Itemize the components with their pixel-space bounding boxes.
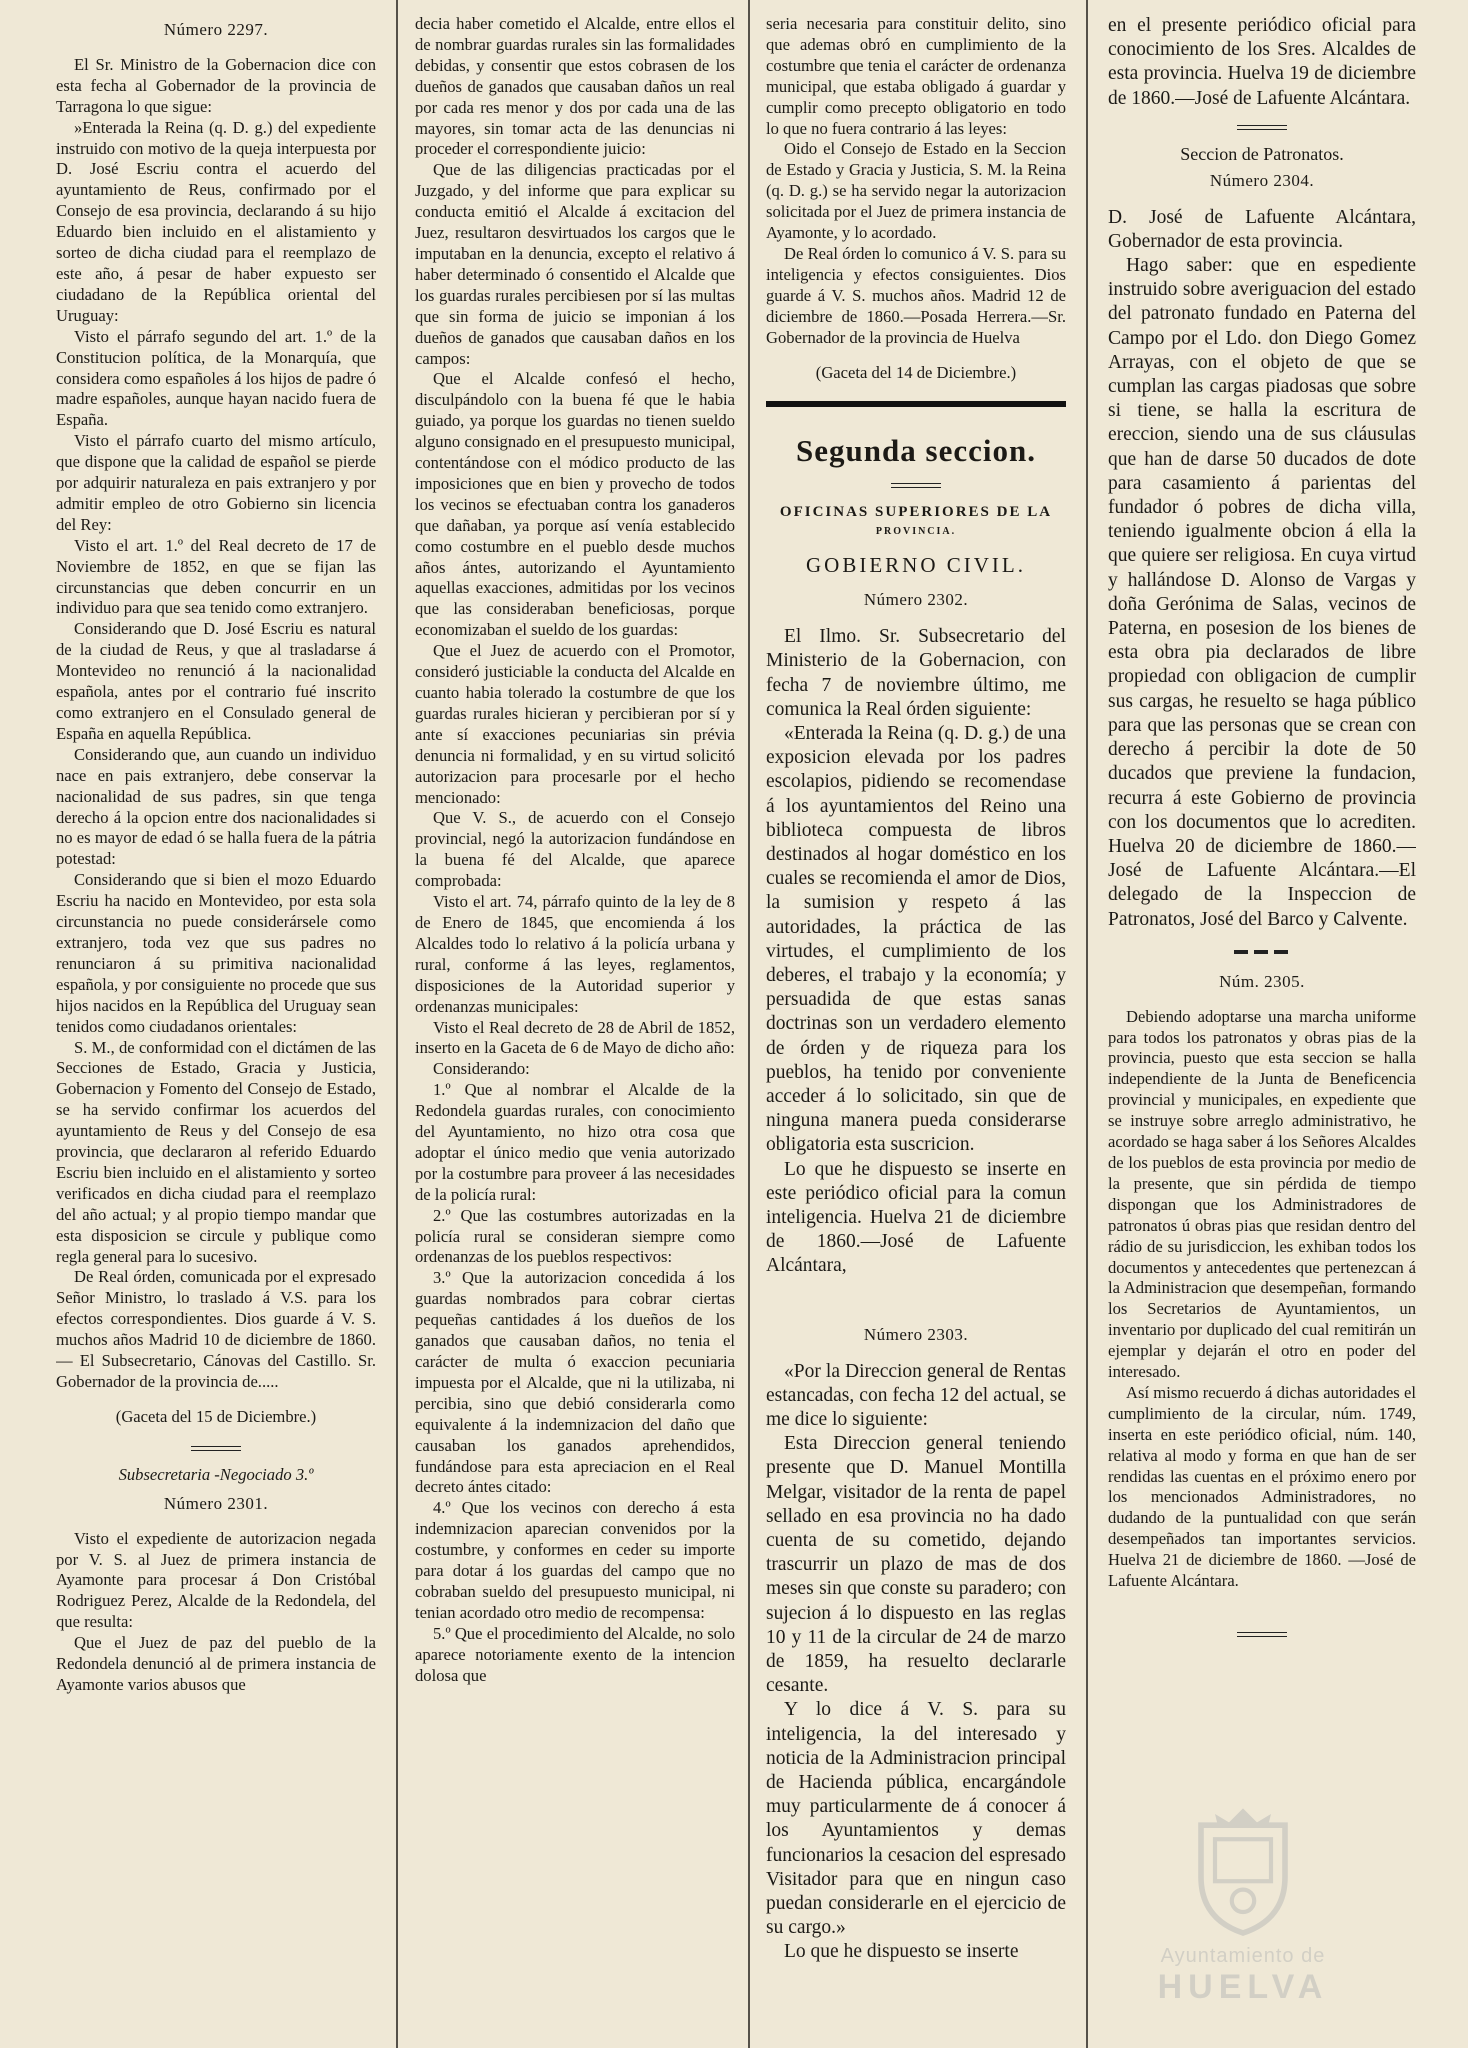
paragraph: Que de las diligencias practicadas por el Juzgado, y del informe que para explicar su conducta emitió el Alcalde á excitacion del Juez, resultaron desvirtuados los cargos que le imputaban en la denuncia, excepto el relativo á haber determinado ó consentido el Alcalde que los guardas rurales percibiesen por sí las multas que sin forma de juicio se imponian á los dueños de ganados que causaban daños en los campos: <box>415 160 735 368</box>
column-1 <box>56 14 376 2042</box>
separator <box>891 483 941 488</box>
paragraph: Considerando: <box>433 1059 530 1079</box>
column-3 <box>766 14 1066 2042</box>
paragraph: El Sr. Ministro de la Gobernacion dice con esta fecha al Gobernador de la provincia de Tarragona lo que sigue: <box>56 54 376 116</box>
paragraph: «Por la Direccion general de Rentas estancadas, con fecha 12 del actual, se me dice lo siguiente: <box>766 1360 1066 1430</box>
paragraph: «Enterada la Reina (q. D. g.) de una exposicion elevada por los padres escolapios, pidiendo se recomendase á los ayuntamientos del Reino una biblioteca compuesta de libros destinados al hogar doméstico en los cuales se recomienda el amor de Dios, la sumision y respeto á las autoridades, la práctica de las virtudes, el cumplimiento de los deberes, el trabajo y la economía; y persuadida de que estas sanas doctrinas son un verdadero elemento de órden y de riqueza para los pueblos, ha tenido por conveniente acceder á lo solicitado, sin que de ninguna manera pueda considerarse obligatoria esta suscricion. <box>766 722 1066 1156</box>
column-4 <box>1108 14 1416 2042</box>
section-title: Segunda seccion. <box>796 433 1036 469</box>
department-heading: Subsecretaria -Negociado 3.º <box>118 1464 314 1484</box>
separator <box>1237 125 1287 130</box>
paragraph: Y lo dice á V. S. para su inteligencia, la del interesado y noticia de la Administracion principal de Hacienda pública, encargándole muy particularmente de á conocer á los Ayuntamientos y demas funcionarios la cesacion del espresado Visitador para que en ningun caso puedan considerarle en el ejercicio de su cargo.» <box>766 1699 1066 1939</box>
paragraph: decia haber cometido el Alcalde, entre ellos el de nombrar guardas rurales sin las formalidades debidas, y consentir que estos cobrasen de los dueños de ganados que causaban daños un real por cada res menor y dos por cada una de las mayores, sin tomar acta de las denuncias ni proceder el correspondiente juicio: <box>415 14 735 159</box>
paragraph: Visto el párrafo cuarto del mismo artículo, que dispone que la calidad de español se pierde por adquirir naturaleza en pais extranjero y por admitir empleo de otro Gobierno sin licencia del Rey: <box>56 431 376 534</box>
paragraph: Que el Juez de paz del pueblo de la Redondela denunció al de primera instancia de Ayamonte varios abusos que <box>56 1633 376 1694</box>
paragraph: Debiendo adoptarse una marcha uniforme para todos los patronatos y obras pias de la provincia, puesto que esta seccion se halla independiente de la Junta de Beneficencia provincial y municipales, en expediente que se instruye sobre arreglo administrativo, he acordado se haga saber á los Señores Alcaldes de los pueblos de esta provincia por medio de la presente, que sin pérdida de tiempo dispongan que los Administradores de patronatos ú obras pias que residan dentro del rádio de su jurisdiccion, les exhiban todos los documentos y antecedentes que pertenezcan á la Administracion que desempeñan, formando los Secretarios de Ayuntamientos, un inventario por duplicado del cual remitirán un ejemplar y dejarán el otro en poder del interesado. <box>1108 1006 1416 1382</box>
article-number: Número 2301. <box>163 1493 269 1513</box>
paragraph: 2.º Que las costumbres autorizadas en la policía rural se consideran siempre como ordenanzas de los pueblos respectivos: <box>415 1205 735 1267</box>
gaceta-citation: (Gaceta del 14 de Diciembre.) <box>815 362 1017 382</box>
paragraph: Que el Alcalde confesó el hecho, disculpándolo con la buena fé que le habia guiado, ya porque los guardas no tienen sueldo alguno consignado en el presupuesto municipal, contentándose con el módico producto de las imposiciones que en bien y provecho de todos los vecinos se efectuaban contra los ganaderos que dañaban, ya porque así venía establecido como costumbre en el pueblo desde muchos años ántes, autorizando el Ayuntamiento aquellas exacciones, admitidas por los vecinos que las consideraban beneficiosas, porque economizaban el sueldo de los guardas: <box>415 369 735 640</box>
paragraph: seria necesaria para constituir delito, sino que ademas obró en cumplimiento de la costumbre que tenia el carácter de ordenanza municipal, que estaba obligado á guardar y cumplir como precepto obligatorio en todo lo que no fuera contrario á las leyes: <box>766 14 1066 138</box>
article-number: Número 2303. <box>863 1324 969 1344</box>
paragraph: 1.º Que al nombrar el Alcalde de la Redondela guardas rurales, con conocimiento del Ayuntamiento, no hizo otra cosa que adoptar el único medio que venia autorizado por la costumbre para proveer á las necesidades de la policía rural: <box>415 1080 735 1204</box>
paragraph: Considerando que D. José Escriu es natural de la ciudad de Reus, y que al trasladarse á Montevideo no renunció á la nacionalidad española, antes por el contrario fué inscrito como extranjero en el Consulado general de España en aquella República. <box>56 619 376 743</box>
watermark-line-1: Ayuntamiento de <box>1160 1945 1326 1967</box>
paragraph: en el presente periódico oficial para conocimiento de los Sres. Alcaldes de esta provincia. Huelva 19 de diciembre de 1860.—José de Lafuente Alcántara. <box>1108 15 1416 109</box>
paragraph: Considerando que, aun cuando un individuo nace en pais extranjero, debe conservar la nacionalidad de sus padres, sin que tenga derecho á la opcion entre dos nacionalidades si no es mayor de edad ó se halla fuera de la pátria potestad: <box>56 744 376 869</box>
column-divider <box>748 0 750 2048</box>
paragraph: Esta Direccion general teniendo presente que D. Manuel Montilla Melgar, visitador de la renta de papel sellado en esa provincia no ha dado cuenta de su cometido, dejando trascurrir un plazo de mas de dos meses sin que conste su paradero; con sujecion á lo dispuesto en las reglas 10 y 11 de la circular de 24 de marzo de 1859, ha resuelto declararle cesante. <box>766 1433 1066 1697</box>
article-number: Núm. 2305. <box>1219 971 1305 991</box>
office-heading: OFICINAS SUPERIORES DE LA <box>779 504 1053 521</box>
government-heading: GOBIERNO CIVIL. <box>806 553 1026 578</box>
paragraph: Lo que he dispuesto se inserte <box>784 1941 1019 1963</box>
paragraph: 3.º Que la autorizacion concedida á los guardas nombrados para cobrar ciertas pequeñas cantidades á los dueños de los ganados que causaban daños, no tenia el carácter de multa ó exaccion pecuniaria impuesta por el Alcalde, que ni la utilizaba, ni percibia, sino que debió considerarla como equivalente á la indemnizacion del daño que causaban los ganados aprehendidos, fundándose para esta apreciacion en el Real decreto ántes citado: <box>415 1268 735 1497</box>
paragraph: Visto el art. 1.º del Real decreto de 17 de Noviembre de 1852, en que se fijan las circunstancias que deben concurrir en un individuo para que sea tenido como extranjero. <box>56 535 376 618</box>
watermark-line-2: HUELVA <box>1157 1968 1329 2006</box>
paragraph: 4.º Que los vecinos con derecho á esta indemnizacion aparecian convenidos por la costumbre, y conformes en ceder su importe para dotar á los guardas del campo que no cobraban sueldo del presupuesto municipal, ni tenian acordado otro medio de recompensa: <box>415 1498 735 1622</box>
paragraph: Visto el art. 74, párrafo quinto de la ley de 8 de Enero de 1845, que encomienda á los Alcaldes todo lo relativo á la policía urbana y rural, conforme á las leyes, reglamentos, disposiciones de la Autoridad superior y ordenanzas municipales: <box>415 892 735 1016</box>
column-divider <box>1086 0 1088 2048</box>
paragraph: Hago saber: que en espediente instruido sobre averiguacion del estado del patronato fundado en Paterna del Campo por el Ldo. don Diego Gomez Arrayas, con el objeto de que se cumplan las cargas piadosas que sobre si tiene, se halla la escritura de ereccion, siendo una de sus cláusulas que han de darse 50 ducados de dote para casamiento á parientas del fundador ó pobres de dicha villa, teniendo igualmente obcion á ella la que quiere ser religiosa. En cuya virtud y hallándose D. Alonso de Vargas y doña Gerónima de Salas, vecinos de Paterna, en posesion de los bienes de esta obra pia declarados de libre propiedad con obligacion de cumplir sus cargas, he resuelto se haga público para que las personas que se crean con derecho á percibir la dote de 50 ducados que previene la fundacion, recurra á este Gobierno de provincia con los documentos que lo acrediten. Huelva 20 de diciembre de 1860.—José de Lafuente Alcántara.—El delegado de la Inspeccion de Patronatos, José del Barco y Calvente. <box>1108 255 1416 930</box>
heavy-separator <box>766 401 1066 407</box>
gaceta-citation: (Gaceta del 15 de Diciembre.) <box>115 1406 317 1426</box>
separator <box>1234 950 1290 954</box>
paragraph: Visto el Real decreto de 28 de Abril de 1852, inserto en la Gaceta de 6 de Mayo de dicho año: <box>415 1017 735 1058</box>
paragraph: El Ilmo. Sr. Subsecretario del Ministerio de la Gobernacion, con fecha 7 de noviembre último, me comunica la Real órden siguiente: <box>766 626 1066 720</box>
paragraph: »Enterada la Reina (q. D. g.) del expediente instruido con motivo de la queja interpuesta por D. José Escriu contra el acuerdo del ayuntamiento de Reus, confirmado por el Consejo de esa provincia, declarando á su hijo Eduardo bien incluido en el alistamiento y sorteo de dicha ciudad para el reemplazo de este año, á pesar de haber expuesto ser ciudadano de la República oriental del Uruguay: <box>56 117 376 325</box>
separator <box>1237 1632 1287 1637</box>
paragraph: Que V. S., de acuerdo con el Consejo provincial, negó la autorizacion fundándose en la buena fé del Alcalde, que aparece comprobada: <box>415 808 735 891</box>
section-title: Seccion de Patronatos. <box>1180 143 1344 164</box>
paragraph: Visto el párrafo segundo del art. 1.º de la Constitucion política, de la Monarquía, que considera como españoles á los hijos de padre ó madre españoles, aunque hayan nacido fuera de España. <box>56 326 376 430</box>
article-number: Número 2297. <box>163 20 269 39</box>
column-divider <box>396 0 398 2048</box>
article-number: Número 2302. <box>863 590 969 610</box>
paragraph: Que el Juez de acuerdo con el Promotor, consideró justiciable la conducta del Alcalde en cuanto habia tolerado la costumbre de que los guardas rurales hicieran y percibieran por sí y ante sí exacciones pecuniarias sin prévia denuncia ni formalidad, y en su virtud solicitó autorizacion para procesarle por el hecho mencionado: <box>415 641 735 807</box>
separator <box>191 1446 241 1451</box>
paragraph: Considerando que si bien el mozo Eduardo Escriu ha nacido en Montevideo, por esta sola circunstancia no puede considerársele como extranjero, toda vez que sus padres no renunciaron á su primitiva nacionalidad española, y por consiguiente no procede que sus hijos nacidos en la República del Uruguay sean tenidos como ciudadanos orientales: <box>56 870 376 1036</box>
article-number: Número 2304. <box>1209 170 1315 190</box>
column-2 <box>415 14 735 2042</box>
paragraph: Lo que he dispuesto se inserte en este periódico oficial para la comun inteligencia. Huelva 21 de diciembre de 1860.—José de Lafuente Alcántara, <box>766 1158 1066 1277</box>
paragraph: D. José de Lafuente Alcántara, Gobernador de esta provincia. <box>1108 206 1416 252</box>
paragraph: 5.º Que el procedimiento del Alcalde, no solo aparece notoriamente exento de la intencion dolosa que <box>415 1623 735 1685</box>
archive-watermark <box>1078 1800 1408 2020</box>
paragraph: Oido el Consejo de Estado en la Seccion de Estado y Gracia y Justicia, S. M. la Reina (q. D. g.) se ha servido negar la autorizacion solicitada por el Juez de primera instancia de Ayamonte, y lo acordado. <box>766 139 1066 243</box>
paragraph: Así mismo recuerdo á dichas autoridades el cumplimiento de la circular, núm. 1749, inserta en este periódico oficial, núm. 140, relativa al modo y forma en que han de ser rendidas las cuentas en el próximo enero por los mencionados Administradores, no dudando de la puntualidad con que serán desempeñados tan importantes servicios. Huelva 21 de diciembre de 1860. —José de Lafuente Alcántara. <box>1108 1382 1416 1591</box>
paragraph: Visto el expediente de autorizacion negada por V. S. al Juez de primera instancia de Ayamonte para procesar á Don Cristóbal Rodriguez Perez, Alcalde de la Redondela, del que resulta: <box>56 1528 376 1632</box>
paragraph: De Real órden lo comunico á V. S. para su inteligencia y efectos consiguientes. Dios guarde á V. S. muchos años. Madrid 12 de diciembre de 1860.—Posada Herrera.—Sr. Gobernador de la provincia de Huelva <box>766 243 1066 347</box>
paragraph: De Real órden, comunicada por el expresado Señor Ministro, lo traslado á V.S. para los efectos correspondientes. Dios guarde á V. S. muchos años Madrid 10 de diciembre de 1860.— El Subsecretario, Cánovas del Castillo. Sr. Gobernador de la provincia de..... <box>56 1267 376 1391</box>
office-subheading: PROVINCIA. <box>875 526 957 538</box>
paragraph: S. M., de conformidad con el dictámen de las Secciones de Estado, Gracia y Justicia, Gobernacion y Fomento del Consejo de Estado, se ha servido confirmar los acuerdos del ayuntamiento de Reus y del Consejo de esa provincia, que declararon al referido Eduardo Escriu bien incluido en el alistamiento y sorteo verificados en dicha ciudad para el reemplazo del año actual; y al propio tiempo mandar que esta disposicion se circule y publique como regla general para lo sucesivo. <box>56 1037 376 1266</box>
coat-of-arms-icon <box>1173 1800 1313 1940</box>
